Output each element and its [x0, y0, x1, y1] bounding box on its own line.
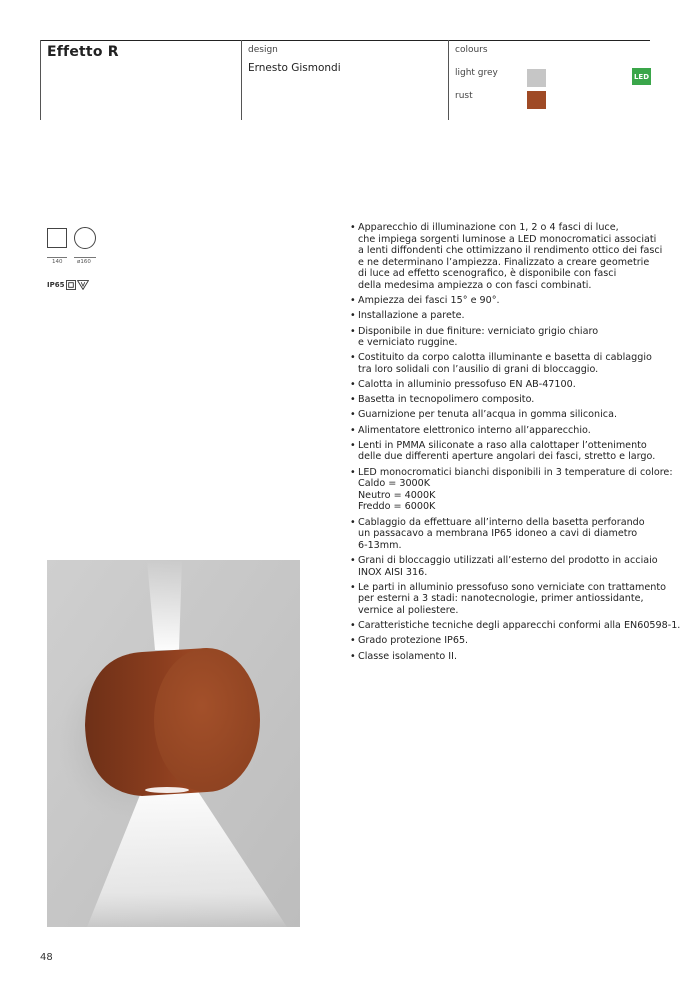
feature-item [350, 295, 655, 307]
feature-line: Guarnizione per tenuta all’acqua in gomma siliconica. [358, 409, 617, 421]
feature-item [350, 517, 655, 552]
bullet-mark: • [350, 635, 356, 647]
design-label: design [248, 45, 278, 55]
feature-item [350, 635, 655, 647]
feature-line: Le parti in alluminio pressofuso sono verniciate con trattamento [358, 581, 666, 593]
bullet-mark: • [350, 222, 356, 233]
feature-line: Caratteristiche tecniche degli apparecchi conformi alla EN60598-1. [358, 620, 681, 632]
feature-line: Apparecchio di illuminazione con 1, 2 o 4 fasci di luce, [358, 222, 619, 233]
feature-item [350, 440, 655, 463]
feature-line: Neutro = 4000K [358, 489, 436, 501]
bullet-mark: • [350, 379, 356, 391]
feature-line: vernice al poliestere. [358, 604, 459, 616]
feature-line: Ampiezza dei fasci 15° e 90°. [358, 295, 500, 307]
feature-item [350, 620, 681, 632]
feature-item [350, 394, 655, 406]
header-divider-colours [448, 40, 449, 120]
dimension-line-circle [74, 257, 96, 258]
feature-line: 6-13mm. [358, 539, 402, 551]
certification-icons [47, 275, 89, 294]
colour-name-rust: rust [455, 91, 473, 101]
bullet-mark: • [350, 466, 356, 478]
feature-line: tra loro solidali con l’ausilio di grani di bloccaggio. [358, 363, 599, 375]
feature-line: Grani di bloccaggio utilizzati all’esterno del prodotto in acciaio [358, 554, 658, 566]
bullet-mark: • [350, 554, 356, 566]
feature-line: LED monocromatici bianchi disponibili in 3 temperature di colore: [358, 466, 673, 478]
dimension-square-value: 140 [52, 259, 63, 265]
feature-item [350, 409, 655, 421]
feature-line: Cablaggio da effettuare all’interno della basetta perforando [358, 516, 645, 528]
feature-line: che impiega sorgenti luminose a LED monocromatici associati [358, 233, 657, 245]
flammability-triangle-icon [77, 275, 89, 294]
circle-shape-icon [74, 227, 96, 249]
feature-line: Grado protezione IP65. [358, 635, 469, 647]
bullet-mark: • [350, 310, 356, 322]
product-photo [47, 560, 300, 927]
feature-item [350, 425, 655, 437]
header-top-rule [40, 40, 650, 41]
bullet-mark: • [350, 394, 356, 406]
feature-line: Installazione a parete. [358, 310, 465, 322]
feature-line: e verniciato ruggine. [358, 337, 458, 349]
feature-line: della medesima ampiezza o con fasci combinati. [358, 279, 592, 291]
bullet-mark: • [350, 650, 356, 662]
bullet-mark: • [350, 295, 356, 307]
feature-item [350, 581, 666, 617]
feature-line: e ne determinano l’ampiezza. Finalizzato a creare geometrie [358, 256, 650, 268]
feature-item [350, 222, 663, 292]
bullet-mark: • [350, 439, 356, 451]
feature-item [350, 310, 655, 322]
wall-lamp-illustration [47, 560, 300, 927]
bullet-mark: • [350, 581, 356, 593]
colour-swatch-rust [527, 91, 546, 109]
led-badge: LED [632, 68, 651, 85]
double-insulation-class-ii-icon [66, 275, 76, 294]
dimension-circle-value: ø160 [77, 259, 91, 265]
feature-line: Lenti in PMMA siliconate a raso alla calottaper l’ottenimento [358, 439, 647, 451]
feature-line: Classe isolamento II. [358, 650, 457, 662]
feature-line: un passacavo a membrana IP65 idoneo a cavi di diametro [358, 528, 638, 540]
feature-line: delle due differenti aperture angolari dei fasci, stretto e largo. [358, 451, 656, 463]
feature-line: Caldo = 3000K [358, 478, 431, 490]
bullet-mark: • [350, 620, 356, 632]
feature-line: di luce ad effetto scenografico, è disponibile con fasci [358, 268, 617, 280]
feature-item [350, 326, 655, 349]
feature-list [350, 222, 681, 666]
header-divider-left [40, 40, 41, 120]
product-title: Effetto R [47, 44, 119, 60]
bullet-mark: • [350, 424, 356, 436]
feature-line: Freddo = 6000K [358, 501, 436, 513]
bullet-mark: • [350, 325, 356, 337]
feature-line: INOX AISI 316. [358, 566, 428, 578]
feature-item [350, 352, 655, 375]
feature-line: Basetta in tecnopolimero composito. [358, 394, 535, 406]
feature-line: Alimentatore elettronico interno all’apparecchio. [358, 424, 591, 436]
feature-line: Costituito da corpo calotta illuminante e basetta di cablaggio [358, 352, 652, 364]
feature-line: Disponibile in due finiture: verniciato grigio chiaro [358, 325, 599, 337]
feature-item [350, 554, 658, 578]
feature-item [350, 466, 673, 513]
feature-item [350, 379, 655, 391]
colour-swatch-light-grey [527, 69, 546, 87]
feature-line: per esterni a 3 stadi: nanotecnologie, primer antiossidante, [358, 593, 644, 605]
bullet-mark: • [350, 352, 356, 364]
colours-label: colours [455, 45, 488, 55]
colour-name-light-grey: light grey [455, 68, 498, 78]
feature-line: Calotta in alluminio pressofuso EN AB-47100. [358, 379, 576, 391]
feature-item [350, 651, 655, 663]
page-number: 48 [40, 952, 53, 963]
dimension-line-square [47, 257, 67, 258]
header-divider-design [241, 40, 242, 120]
bullet-mark: • [350, 516, 356, 528]
bullet-mark: • [350, 409, 356, 421]
ip-rating-label: IP65 [47, 280, 65, 289]
square-shape-icon [47, 228, 67, 248]
designer-name: Ernesto Gismondi [248, 62, 341, 74]
feature-line: a lenti diffondenti che ottimizzano il rendimento ottico dei fasci [358, 245, 663, 257]
